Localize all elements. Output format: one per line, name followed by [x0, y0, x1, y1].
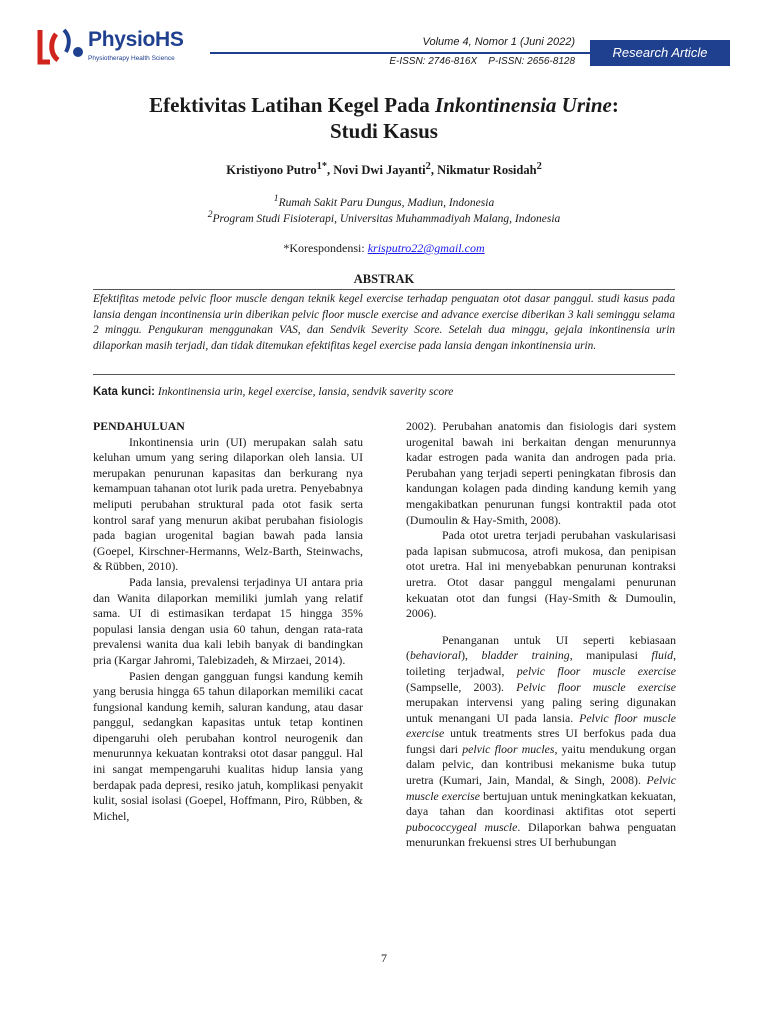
author-sup: 2 — [536, 161, 542, 172]
text-run: (Sampselle, 2003). — [406, 679, 517, 694]
paper-title — [60, 92, 708, 144]
author-sup: 2 — [425, 161, 431, 172]
correspondence-label: *Korespondensi — [283, 241, 362, 255]
italic-run: behavioral — [409, 648, 462, 663]
italic-run: Pelvic floor muscle exercise — [406, 710, 676, 741]
author-name: Nikmatur Rosidah — [437, 163, 537, 178]
header-rule — [210, 52, 590, 54]
abstract-bottom-rule — [93, 374, 675, 375]
author-name: Novi Dwi Jayanti — [333, 163, 426, 178]
italic-run: bladder training — [481, 648, 570, 663]
author-sup: 1* — [316, 161, 328, 172]
right-column — [406, 419, 676, 851]
eissn: E-ISSN: 2746-816X — [389, 56, 478, 67]
italic-run: Pelvic floor muscle exercise — [516, 679, 676, 694]
paragraph: Pada otot uretra terjadi perubahan vaskularisasi pada lapisan submucosa, atrofi mukosa, dan penipisan otot uretra. Hal ini menyebabkan penurunan kontraksi uretra. Otot dasar panggul mengalami penurunan kekuatan otot dan fungsi (Hay-Smith & Dumoulin, 2006). — [406, 528, 676, 621]
abstract-text: Efektifitas metode pelvic floor muscle dengan teknik kegel exercise terhadap penguatan otot dasar panggul. studi kasus pada lansia dengan incontinensia urin diberikan pelvic floor muscle exercise and advance exercise diberikan 3 kali seminggu selama 2 minggu. Pengukuran menggunakan VAS, dan Sendvik Severity Score. Setelah dua minggu, gejala inkontinensia urin dilaporkan masih terjadi, dan tidak ditemukan efektifitas kegel exercise pada lansia dengan inkontinensia urin. — [93, 293, 675, 352]
text-run: ), — [461, 648, 482, 663]
affiliation-sup: 2 — [207, 209, 213, 220]
text-run: merupakan intervensi yang paling sering digunakan untuk menangani UI pada lansia. — [406, 695, 676, 725]
page-number: 7 — [381, 951, 387, 965]
title-subtitle: Studi Kasus — [330, 119, 438, 143]
text-run: yaitu mendukung organ dalam pelvic, dan kontribusi mekanisme buka tutup uretra (Kumari, Jain, Mandal, & Singh, 2008). — [406, 741, 676, 788]
paragraph: Pada lansia, prevalensi terjadinya UI antara pria dan Wanita dilaporkan memiliki jumlah yang relatif sama. UI di estimasikan terdapat 15 hingga 35% populasi lansia dengan usia 60 tahun, dengan rata-rata prevalensi wanita dua kali lebih banyak di bandingkan pria (Kargar Jahromi, Talebizadeh, & Mirzaei, 2014). — [93, 574, 363, 667]
keywords — [93, 386, 675, 398]
text-run: bertujuan untuk meningkatkan kekuatan, daya tahan dan koordinasi aktifitas otot seperti — [406, 788, 676, 819]
title-part: : — [611, 93, 619, 117]
italic-run: fluid — [651, 648, 674, 663]
article-type-badge: Research Article — [590, 40, 730, 66]
journal-logo-tagline: Physiotherapy Health Science — [88, 55, 175, 62]
title-italic-part: Inkontinensia Urine — [435, 93, 612, 117]
correspondence-email-link[interactable]: krisputro22@gmail.com — [367, 241, 485, 255]
text-run: . Dilaporkan bahwa penguatan menurunkan frekuensi stres UI berhubungan — [406, 819, 676, 850]
italic-run: pubococcygeal muscle — [406, 819, 518, 834]
keywords-text: Inkontinensia urin, kegel exercise, lansia, sendvik saverity score — [157, 386, 454, 398]
paragraph: Inkontinensia urin (UI) merupakan salah satu keluhan umum yang sering dilaporkan oleh lansia. UI merupakan penurunan kapasitas dan berkurang nya kemampuan tahanan otot lurik pada uretra. Penyebabnya meliputi perubahan struktural pada otot fasik serta kontrol saraf yang menurun akibat perubahan fisiologis pada bagian urogenital bagian bawah pada lansia (Goepel, Kirschner-Hermanns, Welz-Barth, Steinwachs, & Rübben, 2010). — [93, 434, 363, 574]
correspondence: *Korespondensi: krisputro22@gmail.com — [283, 241, 485, 255]
title-part: Efektivitas Latihan Kegel Pada — [149, 93, 436, 117]
author-list: Kristiyono Putro$^{1*}$, Novi Dwi Jayanti$^2$, Nikmatur Rosidah$^2$ — [226, 161, 542, 178]
text-run: , manipulasi — [569, 648, 652, 663]
text-run: untuk treatments stres UI berfokus pada dua fungsi dari — [406, 726, 676, 756]
journal-logo-name: PhysioHS — [88, 28, 184, 51]
keywords-label: Kata kunci: — [93, 386, 155, 398]
pissn: P-ISSN: 2656-8128 — [488, 56, 575, 67]
issn-info — [360, 56, 575, 67]
paragraph: Pasien dengan gangguan fungsi kandung kemih yang berusia hingga 65 tahun dilaporkan memiliki cacat fungsional kandung kemih, saluran kandung, atau dasar panggul, sedangkan kapasitas untuk tetap kontinen dipengaruhi oleh perubahan kontrol neurogenik dan menurunnya kekuatan kontraksi otot dasar panggul. Hal ini sangat mempengaruhi kualitas hidup lansia yang berdapak pada depresi, resiko jatuh, komplikasi penyakit kulit, sosial isolasi (Goepel, Hoffmann, Piro, Rübben, & Michel, — [93, 668, 363, 823]
paragraph: 2002). Perubahan anatomis dan fisiologis dari system urogenital bawah ini berkaitan dengan menurunnya kadar estrogen pada wanita dan androgen pada pria. Perubahan yang terjadi seperti peningkatan fibrosis dan kandungan kolagen pada dinding kandung kemih yang mengakibatkan penurunan fungsi kontraktil pada otot (Dumoulin & Hay-Smith, 2008). — [406, 419, 676, 527]
affiliation-text: Rumah Sakit Paru Dungus, Madiun, Indonesia — [278, 196, 495, 209]
affiliation-sup: 1 — [273, 193, 279, 204]
abstract-heading: ABSTRAK — [353, 272, 415, 286]
author-name: Kristiyono Putro — [226, 163, 317, 178]
affiliation — [60, 193, 708, 209]
text-run: Penanganan untuk UI seperti kebiasaan ( — [406, 632, 676, 663]
left-column — [93, 419, 363, 824]
section-heading: PENDAHULUAN — [93, 419, 185, 433]
volume-info: Volume 4, Nomor 1 (Juni 2022) — [422, 36, 575, 48]
italic-run: pelvic floor mucles, — [462, 741, 558, 756]
affiliation — [60, 209, 708, 225]
italic-run: Pelvic muscle exercise — [406, 773, 676, 803]
italic-run: pelvic floor muscle exercise — [516, 663, 676, 678]
paragraph — [406, 633, 676, 851]
abstract-top-rule — [93, 289, 675, 290]
affiliation-text: Program Studi Fisioterapi, Universitas Muhammadiyah Malang, Indonesia — [212, 212, 561, 225]
text-run: , toileting terjadwal, — [406, 648, 677, 678]
